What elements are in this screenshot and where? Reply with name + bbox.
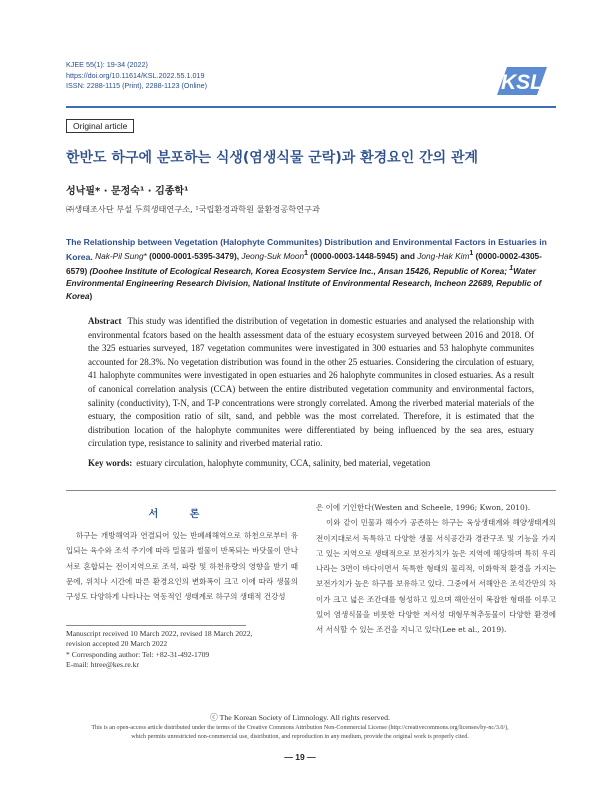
body-column-left (66, 528, 298, 604)
abstract-paragraph (88, 315, 534, 451)
footnote-received: Manuscript received 10 March 2022, revised 18 March 2022, (66, 629, 253, 638)
keywords-label: Key words: (88, 457, 133, 468)
footnote-corresponding: * Corresponding author: Tel: +82-31-492-1709 (66, 649, 210, 659)
author-2: Jeong-Suk Moon (241, 251, 305, 262)
korean-title: 한반도 하구에 분포하는 식생(염생식물 군락)과 환경요인 간의 관계 (66, 150, 479, 166)
author-2-orcid[interactable]: (0000-0003-1448-5945) and (307, 251, 418, 262)
english-authors (66, 251, 542, 300)
institution-end: ) (89, 290, 93, 301)
manuscript-footnote (66, 629, 298, 671)
page-number: — 19 — (284, 752, 316, 762)
logo-text: KSL (501, 71, 543, 94)
author-1-orcid[interactable]: (0000-0001-5395-3479), (146, 251, 242, 262)
copyright-notice: ⓒ The Korean Society of Limnology. All rights reserved. (210, 713, 390, 722)
author-3-orcid[interactable]: (0000-0002-4305-6579) (66, 251, 542, 276)
korean-authors: 성낙필* · 문정숙¹ · 김종학¹ (66, 186, 189, 197)
journal-meta (66, 60, 207, 92)
issn: ISSN: 2288-1115 (Print), 2288-1123 (Online) (66, 81, 208, 90)
keywords-text: estuary circulation, halophyte community, CCA, salinity, bed material, vegetation (136, 457, 431, 468)
intro-paragraph-1: 하구는 개방해역과 연결되어 있는 반폐쇄해역으로 하천으로부터 유입되는 육수와 조석 주기에 따라 밀물과 썰물이 반복되는 바닷물이 만나 서로 혼합되는 전이지역으로 조석, 파랑 및 하천유량의 영향을 받기 때문에, 위치나 시간에 따른 환경요인의 변화폭이 크고 이에 따라 생물의 구성도 다양하게 나타나는 역동적인 생태계로 하구의 생태적 건강성 (66, 531, 298, 602)
institution-2: Water Environmental Engineering Research Division, National Institute of Environmental Research, Incheon 22689, Republic of Korea (66, 265, 542, 301)
doi-link[interactable]: https://doi.org/10.11614/KSL.2022.55.1.019 (66, 70, 205, 80)
author-3-sup: 1 (469, 250, 474, 258)
section-title-introduction: 서 론 (148, 509, 214, 520)
abstract-label: Abstract (88, 316, 122, 326)
author-3: Jong-Hak Kim (417, 251, 470, 262)
intro-paragraph-2: 이와 같이 민물과 해수가 공존하는 하구는 육상생태계와 해양생태계의 전이지대로서 독특하고 다양한 생물 서식공간과 경관구조 및 기능을 가지고 있는 지역으로 생태적으로 보전가치가 높은 지역에 해당하며 특히 우리나라는 3면이 바다이면서 독특한 형태의 물리적, 이화학적 환경을 가지는 보전가치가 높은 하구를 보유하고 있다. 그중에서 서해안은 조석간만의 차이가 크고 넓은 조간대를 형성하고 있으며 해안선이 복잡한 형태를 이루고 있어 염생식물을 비롯한 다양한 저서성 대형무척추동물이 다양한 환경에서 서식할 수 있는 조건을 지니고 있다(Lee et al., 2019). (316, 518, 556, 635)
keywords-line (88, 458, 534, 468)
footnote-divider (66, 625, 246, 626)
english-title-block (66, 236, 556, 302)
footnote-accepted: revision accepted 20 March 2022 (66, 639, 168, 649)
article-type-badge: Original article (66, 119, 134, 133)
author-1: Nak-Pil Sung* (95, 251, 147, 262)
institution-2-sup: 1 (509, 264, 514, 272)
author-2-sup: 1 (304, 250, 308, 258)
english-title: The Relationship between Vegetation (Halophyte Communites) Distribution and Environmental Factors in Estuaries in Korea. (66, 237, 547, 262)
header-divider (66, 106, 556, 108)
ksl-logo (495, 66, 547, 96)
journal-citation: KJEE 55(1): 19-34 (2022) (66, 60, 148, 69)
body-column-right (316, 500, 556, 638)
license-notice: This is an open-access article distributed under the terms of the Creative Commons Attribution Non-Commercial License (http://creativecommons.org/licenses/by-nc/3.0/), which permits unrestricted non-commercial use, distribution, and reproduction in any medium, provide the original work is properly cited. (91, 725, 509, 740)
abstract-text: This study was identified the distribution of vegetation in domestic estuaries and analysed the relationship with environmental fcators based on the health assessment data of the estuary ecosystem surveyed between 2016 and 2018. Of the 325 estuaries surveyed, 187 vegetation communites were investigated in 300 estuaries and 53 halophyte communites accounted for 28.3%. No vegetation distribution was found in the other 25 estuaries. Considering the circulation of estuary, 41 halophyte communites were investigated in open estuaries and 26 halophyte communites in closed estuaries. As a result of canonical correlation analysis (CCA) between the entire distributed vegetation community and environmental factors, salinity (conductivity), T-N, and T-P concentrations were strongly correlated. Among the riverbed material materials of the estuary, the composition ratio of silt, sand, and pebble was the most correlated. Therefore, it is estimated that the distribution location of the halophyte communites were differentiated by being influenced by the sea ares, estuary circulation type, resistance to salinity and riverbed material ratio. (88, 316, 534, 449)
abstract-section (88, 315, 534, 468)
institution-1: (Doohee Institute of Ecological Research, Korea Ecosystem Service Inc., Ansan 15426, Republic of Korea; (89, 265, 510, 276)
intro-paragraph-1-continued: 은 이에 기인한다(Westen and Scheele, 1996; Kwon, 2010). (316, 503, 531, 512)
footnote-email[interactable]: E-mail: htree@kes.re.kr (66, 660, 139, 670)
korean-affiliation: ㈜생태조사단 부설 두희생태연구소, ¹국립환경과학원 물환경공학연구과 (66, 204, 320, 214)
abstract-divider (66, 490, 556, 491)
